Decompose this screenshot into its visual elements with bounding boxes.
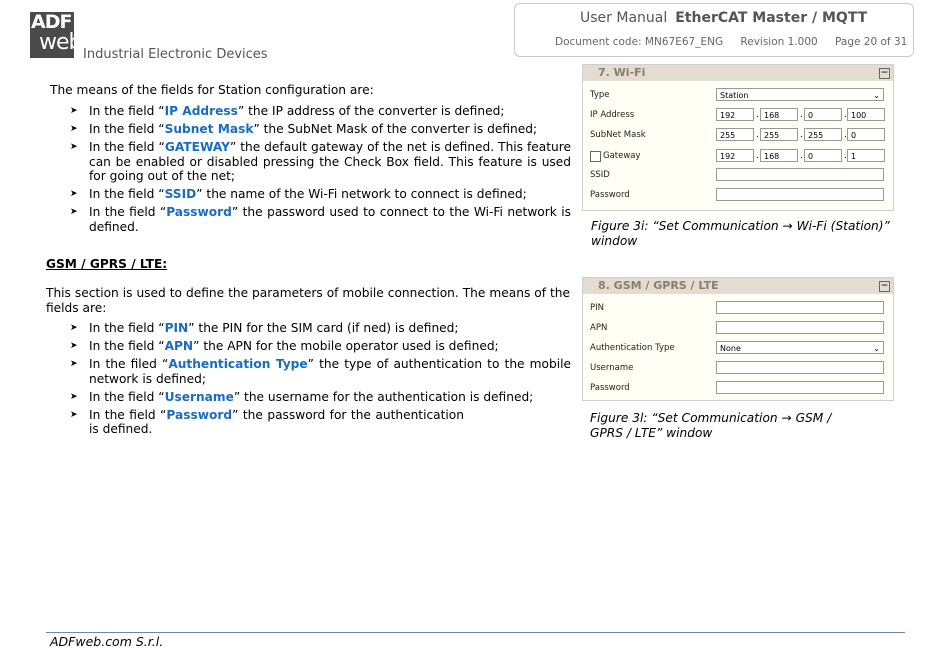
header-doc-info	[555, 36, 907, 48]
gsm-password-label: Password	[590, 383, 630, 393]
keyword: Subnet Mask	[164, 122, 254, 136]
chevron-down-icon: ⌄	[873, 344, 880, 353]
ip-octet-2[interactable]: 168	[760, 108, 798, 121]
list-item: ➤ In the field “IP Address” the IP address of the converter is defined;	[70, 104, 505, 118]
footer-company: ADFweb.com S.r.l.	[50, 634, 164, 649]
gateway-octet-4[interactable]: 1	[847, 149, 885, 162]
keyword: Username	[164, 389, 234, 404]
gsm-caption-line2: GPRS / LTE” window	[590, 425, 713, 440]
logo-top-text: ADF	[31, 11, 72, 33]
panel-title	[583, 278, 893, 294]
bullet-icon: ➤	[70, 189, 78, 199]
bullet-icon: ➤	[70, 323, 78, 333]
pin-label: PIN	[590, 303, 604, 313]
apn-label: APN	[590, 323, 608, 333]
ip-octet-4[interactable]: 100	[847, 108, 885, 121]
list-item: ➤ In the field “Username” the username for the authentication is defined;	[70, 389, 534, 404]
list-item: ➤ In the field “Subnet Mask” the SubNet Mask of the converter is defined;	[70, 122, 538, 136]
header-title	[580, 10, 867, 26]
wifi-caption-line1: Figure 3i: “Set Communication → Wi-Fi (Station)”	[591, 219, 890, 233]
ip-octet-3[interactable]: 0	[804, 108, 842, 121]
keyword: SSID	[164, 187, 197, 201]
ip-octet-1[interactable]: 192	[716, 108, 754, 121]
subnet-octet-1[interactable]: 255	[716, 128, 754, 141]
list-item: ➤ In the field “GATEWAY” the default gateway of the net is defined. This feature can be enabled or disabled pressing the Check Box field. This feature is used for going out of the net;	[70, 140, 571, 183]
minimize-icon[interactable]: −	[880, 281, 889, 291]
type-select[interactable]	[716, 88, 884, 101]
wifi-caption	[591, 219, 890, 248]
wifi-panel-title: 7. Wi-Fi	[598, 66, 646, 79]
company-tagline: Industrial Electronic Devices	[83, 47, 268, 62]
gateway-octet-1[interactable]: 192	[716, 149, 754, 162]
list-item: ➤ In the filed “Authentication Type” the type of authentication to the mobile network is defined;	[70, 357, 571, 386]
gateway-octet-2[interactable]: 168	[760, 149, 798, 162]
keyword: APN	[164, 339, 194, 353]
list-item: ➤ In the field “APN” the APN for the mobile operator used is defined;	[70, 339, 499, 353]
bullet-icon: ➤	[70, 124, 78, 134]
footer-divider	[46, 632, 905, 633]
gsm-field-list	[70, 321, 571, 440]
gsm-caption	[590, 411, 831, 440]
keyword: IP Address	[164, 104, 238, 118]
keyword: GATEWAY	[164, 140, 230, 154]
list-item: ➤ In the field “Password” the password used to connect to the Wi-Fi network is defined.	[70, 205, 571, 234]
bullet-icon: ➤	[70, 391, 78, 402]
keyword: PIN	[164, 321, 189, 335]
ssid-label: SSID	[590, 170, 610, 180]
keyword: Authentication Type	[168, 357, 308, 371]
gsm-panel-title: 8. GSM / GPRS / LTE	[598, 279, 719, 292]
pin-input[interactable]	[716, 301, 884, 314]
wifi-settings-panel: 7. Wi-Fi − Type Station ⌄ IP Address 192 . 168 . 0 . 100 SubNet Mask 255 . 255 . 255 . 0 Gateway 192 . 168 . 0 . 1 SSID Password	[582, 64, 894, 211]
bullet-icon: ➤	[70, 142, 78, 152]
gsm-settings-panel	[582, 277, 894, 401]
bullet-icon: ➤	[70, 106, 78, 116]
subnet-octet-3[interactable]: 255	[804, 128, 842, 141]
password-input[interactable]	[716, 188, 884, 201]
doc-type: User Manual	[580, 10, 668, 26]
auth-type-value: None	[720, 344, 741, 353]
station-field-list	[70, 104, 571, 238]
list-item: ➤ In the field “PIN” the PIN for the SIM card (if ned) is defined;	[70, 321, 459, 335]
doc-revision: Revision 1.000	[740, 36, 818, 48]
subnet-octet-4[interactable]: 0	[847, 128, 885, 141]
gateway-label: Gateway	[603, 151, 641, 161]
adfweb-logo	[30, 11, 82, 58]
minimize-icon[interactable]: −	[880, 68, 889, 78]
apn-input[interactable]	[716, 321, 884, 334]
auth-type-label: Authentication Type	[590, 343, 675, 353]
doc-code: Document code: MN67E67_ENG	[555, 36, 724, 48]
subnet-label: SubNet Mask	[590, 130, 646, 140]
ip-label: IP Address	[590, 110, 635, 120]
bullet-icon: ➤	[70, 409, 78, 420]
auth-type-select[interactable]	[716, 341, 884, 354]
gsm-description: This section is used to define the parameters of mobile connection. The means of the fields are:	[46, 286, 570, 315]
product-name: EtherCAT Master / MQTT	[675, 10, 868, 26]
ssid-input[interactable]	[716, 168, 884, 181]
subnet-octet-2[interactable]: 255	[760, 128, 798, 141]
gateway-octet-3[interactable]: 0	[804, 149, 842, 162]
gsm-heading: GSM / GPRS / LTE:	[46, 257, 168, 271]
logo-bottom-text: web	[39, 30, 82, 55]
list-item: ➤ In the field “Password” the password for the authentication is defined.	[70, 407, 464, 436]
header-box	[514, 3, 914, 57]
keyword: Password	[166, 205, 232, 219]
chevron-down-icon: ⌄	[873, 91, 880, 100]
gsm-password-input[interactable]	[716, 381, 884, 394]
username-input[interactable]	[716, 361, 884, 374]
type-value: Station	[720, 91, 749, 100]
panel-title	[583, 65, 893, 81]
station-intro: The means of the fields for Station configuration are:	[50, 83, 374, 97]
gsm-caption-line1: Figure 3l: “Set Communication → GSM /	[590, 411, 832, 425]
list-item: ➤ In the field “SSID” the name of the Wi-Fi network to connect is defined;	[70, 187, 527, 201]
bullet-icon: ➤	[70, 359, 78, 369]
username-label: Username	[590, 363, 634, 373]
wifi-caption-line2: window	[591, 233, 638, 248]
bullet-icon: ➤	[70, 207, 78, 217]
password-label: Password	[590, 190, 630, 200]
page-number: Page 20 of 31	[835, 36, 908, 48]
bullet-icon: ➤	[70, 341, 78, 351]
gateway-checkbox[interactable]	[590, 151, 601, 162]
keyword: Password	[166, 407, 233, 422]
type-label: Type	[590, 90, 610, 100]
